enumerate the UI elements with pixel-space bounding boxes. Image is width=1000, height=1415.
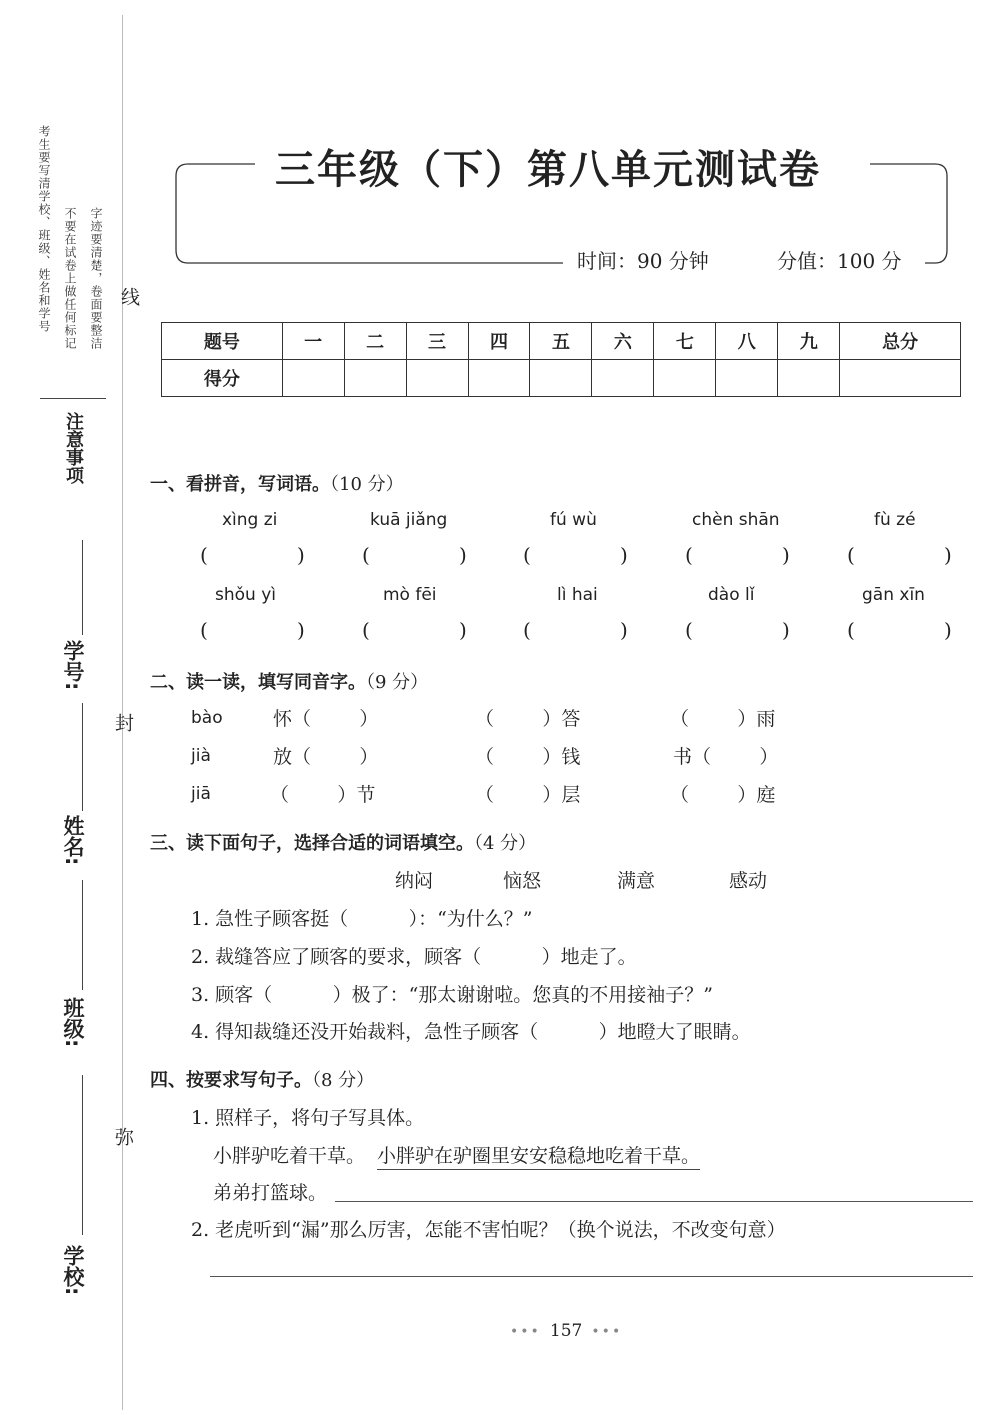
answer-line[interactable]	[335, 1201, 973, 1202]
homophone-blank[interactable]: （ ）答	[475, 708, 581, 730]
pinyin-lihai: lì hai	[557, 585, 598, 605]
score-col-9: 九	[778, 323, 840, 360]
answer-box[interactable]: (	[847, 543, 855, 567]
score-col-8: 八	[716, 323, 778, 360]
homophone-blank[interactable]: （ ）层	[475, 784, 581, 806]
pinyin-daoli: dào lǐ	[708, 585, 755, 605]
answer-box-close: )	[297, 543, 305, 567]
answer-box[interactable]: (	[685, 618, 693, 642]
pinyin-shouyi: shǒu yì	[215, 585, 276, 605]
score-cell[interactable]	[468, 360, 530, 397]
score-col-total: 总分	[840, 323, 961, 360]
seal-char-line: 线	[118, 287, 140, 306]
page-footer	[510, 1321, 622, 1341]
fill-sentence-4[interactable]: 4. 得知裁缝还没开始裁料，急性子顾客（ ）地瞪大了眼睛。	[191, 1021, 751, 1043]
pinyin-fuwu: fú wù	[550, 510, 597, 530]
section-1-title: 一、看拼音，写词语。	[150, 474, 330, 495]
homophone-pinyin: jiā	[191, 784, 211, 804]
homophone-blank[interactable]: （ ）节	[270, 784, 376, 806]
answer-box[interactable]: (	[523, 618, 531, 642]
pinyin-kuajiang: kuā jiǎng	[370, 510, 448, 530]
school-line	[82, 1075, 83, 1235]
score-col-2: 二	[344, 323, 406, 360]
section-4-title: 四、按要求写句子。	[150, 1070, 312, 1091]
answer-box-close: )	[459, 618, 467, 642]
name-label: 姓名:	[61, 815, 85, 866]
answer-box-close: )	[620, 618, 628, 642]
section-2-title: 二、读一读，填写同音字。	[150, 672, 366, 693]
pinyin-xingzi: xìng zi	[222, 510, 278, 530]
score-row-label: 得分	[162, 360, 283, 397]
seal-char-seal: 封	[112, 713, 134, 732]
answer-box-close: )	[944, 543, 952, 567]
score-table-header: 题号	[162, 323, 283, 360]
word-option: 恼怒	[503, 870, 542, 892]
dots-left-icon: •••	[510, 1324, 541, 1340]
word-option: 满意	[617, 870, 656, 892]
answer-line[interactable]	[210, 1276, 973, 1277]
answer-box[interactable]: (	[200, 543, 208, 567]
section-4-points: （8 分）	[312, 1070, 375, 1091]
answer-box-close: )	[459, 543, 467, 567]
example-expanded: 小胖驴在驴圈里安安稳稳地吃着干草。	[377, 1141, 700, 1170]
school-label: 学校:	[61, 1245, 85, 1296]
score-cell[interactable]	[778, 360, 840, 397]
section-4-heading	[150, 1066, 374, 1092]
score-cell[interactable]	[344, 360, 406, 397]
answer-box[interactable]: (	[362, 543, 370, 567]
answer-box-close: )	[297, 618, 305, 642]
page-number: 157	[549, 1321, 583, 1341]
score-table	[161, 322, 961, 397]
score-cell[interactable]	[282, 360, 344, 397]
seal-char-close: 弥	[112, 1127, 134, 1146]
score-col-7: 七	[654, 323, 716, 360]
fill-sentence-1[interactable]: 1. 急性子顾客挺（ ）：“为什么？”	[191, 908, 533, 930]
section-3-points: （4 分）	[474, 833, 537, 854]
rewrite-prompt: 弟弟打篮球。	[213, 1182, 328, 1204]
exam-time: 时间：90 分钟	[577, 249, 709, 273]
answer-box-close: )	[620, 543, 628, 567]
homophone-blank[interactable]: 放（ ）	[273, 746, 379, 768]
rewrite-question-1: 1. 照样子，将句子写具体。	[191, 1107, 425, 1129]
word-option: 纳闷	[395, 870, 434, 892]
homophone-blank[interactable]: （ ）钱	[475, 746, 581, 768]
pinyin-chenshan: chèn shān	[692, 510, 780, 530]
score-col-5: 五	[530, 323, 592, 360]
homophone-blank[interactable]: 书（ ）	[673, 746, 779, 768]
rewrite-question-2: 2. 老虎听到“漏”那么厉害，怎能不害怕呢？（换个说法，不改变句意）	[191, 1219, 786, 1241]
score-cell[interactable]	[406, 360, 468, 397]
score-col-3: 三	[406, 323, 468, 360]
exam-title: 三年级（下）第八单元测试卷	[275, 147, 821, 193]
notice-item-2: 不要在试卷上做任何标记	[63, 207, 77, 350]
answer-box[interactable]: (	[362, 618, 370, 642]
section-1-points: （10 分）	[330, 474, 404, 495]
answer-box[interactable]: (	[847, 618, 855, 642]
homophone-blank[interactable]: （ ）庭	[670, 784, 776, 806]
score-col-6: 六	[592, 323, 654, 360]
pinyin-mofei: mò fēi	[383, 585, 437, 605]
student-no-line	[82, 540, 83, 635]
homophone-blank[interactable]: 怀（ ）	[273, 708, 379, 730]
section-2-heading	[150, 668, 428, 694]
section-2-points: （9 分）	[366, 672, 429, 693]
example-plain: 小胖驴吃着干草。	[213, 1145, 366, 1167]
score-col-1: 一	[282, 323, 344, 360]
section-3-title: 三、读下面句子，选择合适的词语填空。	[150, 833, 474, 854]
homophone-blank[interactable]: （ ）雨	[670, 708, 776, 730]
section-1-heading	[150, 470, 404, 496]
score-cell[interactable]	[654, 360, 716, 397]
notice-divider	[40, 398, 106, 399]
student-no-label: 学号:	[61, 640, 85, 691]
answer-box[interactable]: (	[685, 543, 693, 567]
score-cell[interactable]	[530, 360, 592, 397]
answer-box-close: )	[944, 618, 952, 642]
pinyin-ganxin: gān xīn	[862, 585, 925, 605]
notice-item-3: 字迹要清楚，卷面要整洁	[89, 207, 103, 350]
pinyin-fuze: fù zé	[874, 510, 916, 530]
answer-box[interactable]: (	[523, 543, 531, 567]
homophone-pinyin: bào	[191, 708, 223, 728]
homophone-pinyin: jià	[191, 746, 211, 766]
score-cell[interactable]	[716, 360, 778, 397]
exam-score: 分值：100 分	[777, 249, 902, 273]
answer-box-close: )	[782, 543, 790, 567]
score-col-4: 四	[468, 323, 530, 360]
dots-right-icon: •••	[591, 1324, 623, 1340]
section-3-heading	[150, 829, 536, 855]
class-label: 班级:	[61, 997, 85, 1048]
notice-item-1: 考生要写清学校、班级、姓名和学号	[37, 125, 51, 333]
answer-box[interactable]: (	[200, 618, 208, 642]
class-line	[82, 880, 83, 990]
score-cell[interactable]	[592, 360, 654, 397]
word-option: 感动	[729, 870, 768, 892]
fill-sentence-2[interactable]: 2. 裁缝答应了顾客的要求，顾客（ ）地走了。	[191, 946, 637, 968]
fill-sentence-3[interactable]: 3. 顾客（ ）极了：“那太谢谢啦。您真的不用接袖子？”	[191, 984, 713, 1006]
notice-title: 注意事项	[63, 412, 84, 484]
name-line	[82, 703, 83, 811]
answer-box-close: )	[782, 618, 790, 642]
score-cell[interactable]	[840, 360, 961, 397]
